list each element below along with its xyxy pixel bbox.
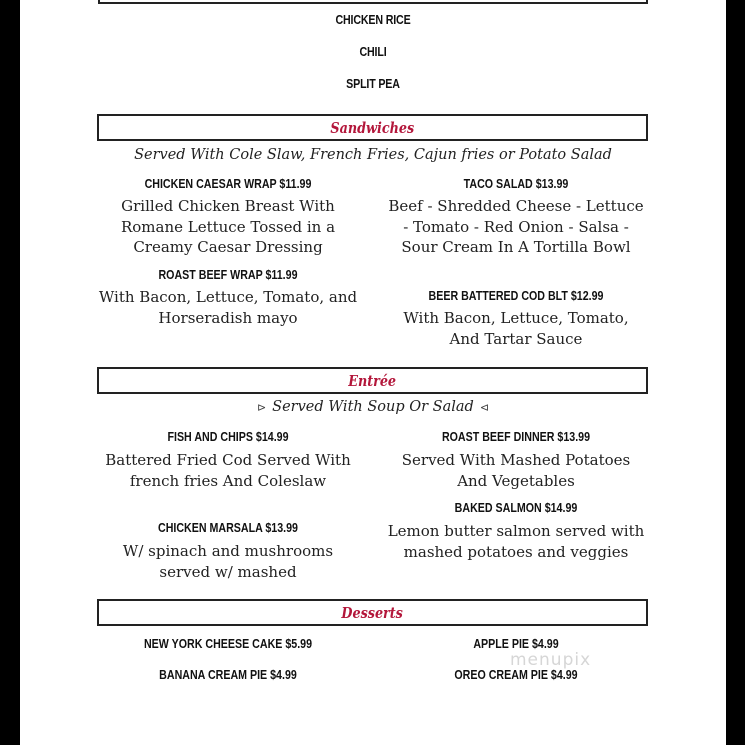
menu-item-name: CHICKEN MARSALA $13.99 bbox=[157, 520, 298, 535]
menu-item-name: ROAST BEEF DINNER $13.99 bbox=[441, 429, 591, 444]
menu-item-name: APPLE PIE $4.99 bbox=[473, 636, 559, 651]
ornament-left-icon: ⊳ bbox=[256, 401, 267, 414]
section-title: Desserts bbox=[341, 603, 404, 622]
menu-item-name: BANANA CREAM PIE $4.99 bbox=[159, 667, 297, 682]
entree-note-text: Served With Soup Or Salad bbox=[272, 399, 474, 415]
menu-item-name: ROAST BEEF WRAP $11.99 bbox=[158, 267, 298, 282]
soup-item: SPLIT PEA bbox=[346, 76, 400, 91]
menu-item-name: TACO SALAD $13.99 bbox=[463, 176, 569, 191]
menu-page bbox=[20, 0, 726, 745]
menu-item-desc: Battered Fried Cod Served With french fries And Coleslaw bbox=[105, 451, 351, 490]
ornament-right-icon: ⊲ bbox=[479, 401, 490, 414]
watermark: menupix bbox=[510, 650, 592, 670]
menu-item-name: BAKED SALMON $14.99 bbox=[454, 500, 578, 515]
entree-note bbox=[20, 399, 726, 415]
menu-item-name: NEW YORK CHEESE CAKE $5.99 bbox=[143, 636, 313, 651]
section-title: Entrée bbox=[348, 371, 397, 390]
menu-item-desc: With Bacon, Lettuce, Tomato, and Horseradish mayo bbox=[98, 288, 358, 327]
sandwiches-header bbox=[97, 114, 648, 141]
menu-item-desc: Lemon butter salmon served with mashed potatoes and veggies bbox=[387, 522, 645, 561]
menu-item-desc: Served With Mashed Potatoes And Vegetables bbox=[401, 451, 631, 490]
entree-header bbox=[97, 367, 648, 394]
soup-item: CHILI bbox=[359, 44, 387, 59]
menu-item-name: FISH AND CHIPS $14.99 bbox=[167, 429, 289, 444]
soup-item: CHICKEN RICE bbox=[335, 12, 411, 27]
section-title: Sandwiches bbox=[330, 118, 415, 137]
menu-item-desc: Beef - Shredded Cheese - Lettuce - Tomato - Red Onion - Salsa - Sour Cream In A Tortilla Bowl bbox=[388, 197, 644, 256]
menu-item-desc: With Bacon, Lettuce, Tomato, And Tartar Sauce bbox=[403, 309, 629, 348]
sandwiches-note: Served With Cole Slaw, French Fries, Cajun fries or Potato Salad bbox=[134, 147, 612, 163]
menu-item-desc: W/ spinach and mushrooms served w/ mashed bbox=[122, 542, 334, 581]
menu-item-name: OREO CREAM PIE $4.99 bbox=[454, 667, 578, 682]
menu-item-name: BEER BATTERED COD BLT $12.99 bbox=[428, 288, 604, 303]
desserts-header bbox=[97, 599, 648, 626]
menu-item-name: CHICKEN CAESAR WRAP $11.99 bbox=[144, 176, 312, 191]
top-border bbox=[98, 0, 648, 4]
menu-item-desc: Grilled Chicken Breast With Romane Lettuce Tossed in a Creamy Caesar Dressing bbox=[120, 197, 336, 256]
